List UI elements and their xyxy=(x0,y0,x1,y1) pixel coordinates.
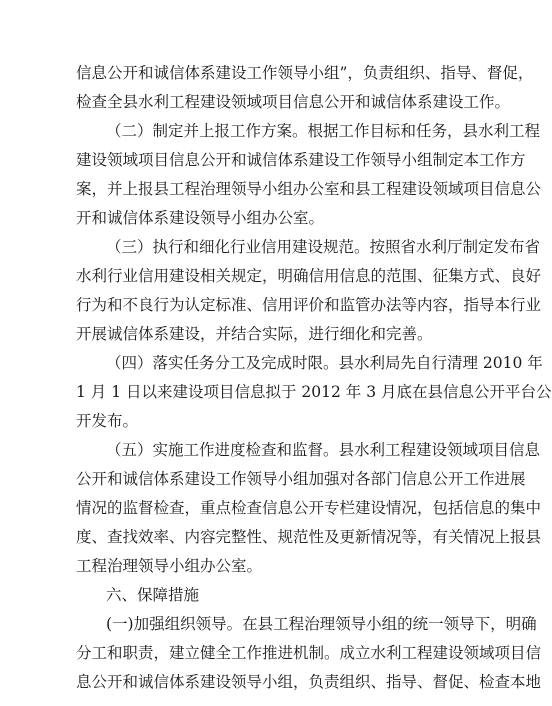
text-line: 建设领域项目信息公开和诚信体系建设工作领导小组制定本工作方 xyxy=(76,151,526,169)
text-line: 开展诚信体系建设，并结合实际，进行细化和完善。 xyxy=(76,325,433,343)
text-line: 开和诚信体系建设领导小组办公室。 xyxy=(76,209,325,227)
text-line: 度、查找效率、内容完整性、规范性及更新情况等，有关情况上报县 xyxy=(76,528,542,546)
text-line: 1 月 1 日以来建设项目信息拟于 2012 年 3 月底在县信息公开平台公 xyxy=(76,383,552,401)
text-line: 工程治理领导小组办公室。 xyxy=(76,557,263,575)
text-line: 情况的监督检查，重点检查信息公开专栏建设情况，包括信息的集中 xyxy=(76,499,542,517)
paragraph-5-heading: （五）实施工作进度检查和监督。县水利工程建设领域项目信息 xyxy=(106,441,541,459)
text-line: 案，并上报县工程治理领导小组办公室和县工程建设领域项目信息公 xyxy=(76,180,542,198)
section-6-heading: 六、保障措施 xyxy=(106,586,200,604)
text-line: 息公开和诚信体系建设领导小组，负责组织、指导、督促、检查本地 xyxy=(76,673,542,691)
text-line: 行为和不良行为认定标准、信用评价和监管办法等内容，指导本行业 xyxy=(76,296,542,314)
text-line: 开发布。 xyxy=(76,412,139,430)
text-line: 信息公开和诚信体系建设工作领导小组”，负责组织、指导、督促， xyxy=(76,64,534,82)
paragraph-6-1-heading: (一)加强组织领导。在县工程治理领导小组的统一领导下，明确 xyxy=(106,615,537,633)
text-line: 公开和诚信体系建设工作领导小组加强对各部门信息公开工作进展 xyxy=(76,470,526,488)
paragraph-2-heading: （二）制定并上报工作方案。根据工作目标和任务，县水利工程 xyxy=(106,122,541,140)
text-line: 检查全县水利工程建设领域项目信息公开和诚信体系建设工作。 xyxy=(76,93,511,111)
paragraph-3-heading: （三）执行和细化行业信用建设规范。按照省水利厅制定发布省 xyxy=(106,238,541,256)
text-line: 分工和职责，建立健全工作推进机制。成立水利工程建设领域项目信 xyxy=(76,644,542,662)
text-line: 水利行业信用建设相关规定，明确信用信息的范围、征集方式、良好 xyxy=(76,267,542,285)
paragraph-4-heading: （四）落实任务分工及完成时限。县水利局先自行清理 2010 年 xyxy=(106,354,543,372)
